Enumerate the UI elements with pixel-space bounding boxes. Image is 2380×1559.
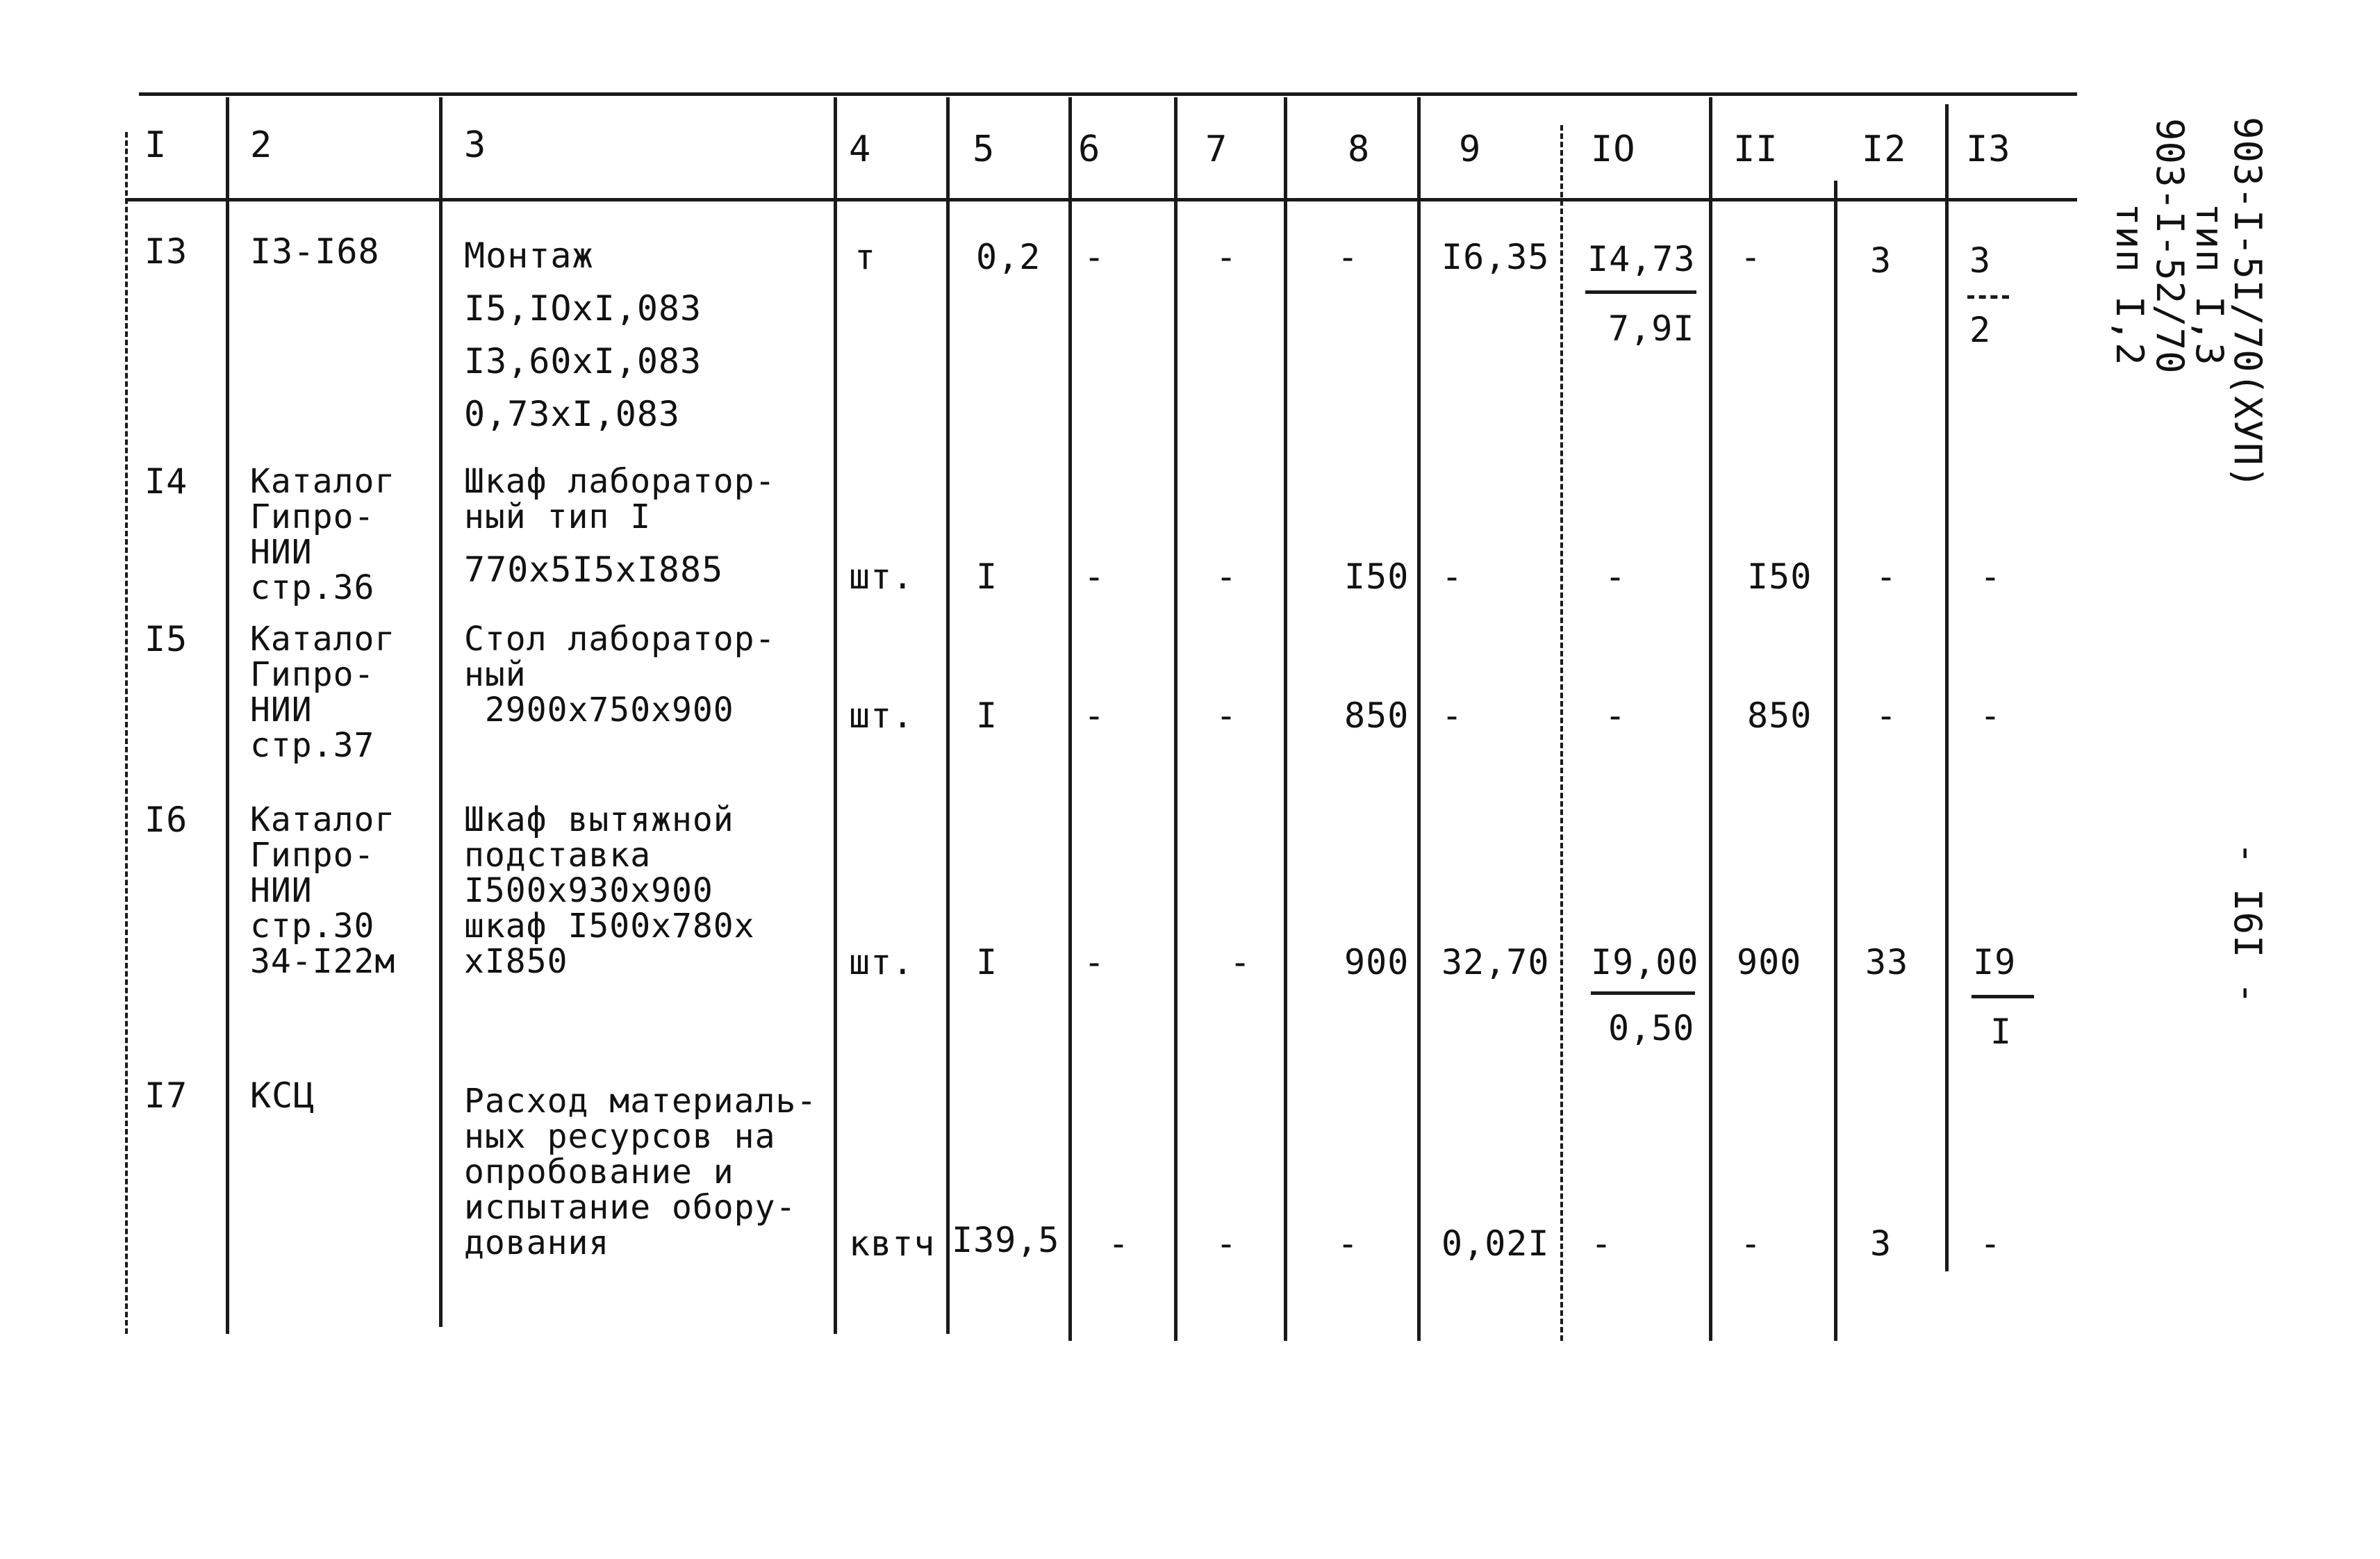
header-col-4: 4: [849, 129, 872, 170]
col-sep-3-4: [834, 97, 837, 1334]
col-sep-2-3: [439, 97, 443, 1327]
row-16-unit: шт.: [849, 942, 914, 982]
header-col-11: II: [1733, 129, 1778, 170]
row-13-c13-bottom: 2: [1969, 310, 1992, 350]
row-13-c10-bottom: 7,9I: [1608, 308, 1695, 349]
header-col-9: 9: [1459, 129, 1482, 170]
row-14-qty: I: [976, 556, 998, 597]
row-16-c9: 32,70: [1441, 942, 1550, 982]
row-17-qty: I39,5: [952, 1220, 1060, 1260]
page-number: - I6I -: [2226, 842, 2270, 1005]
header-bottom-rule: [125, 198, 2077, 201]
col-sep-11-12: [1834, 181, 1837, 1341]
row-16-c13-top: I9: [1973, 942, 2017, 982]
side-doc-code-2: 903-I-52/70: [2148, 118, 2192, 374]
row-13-c7: -: [1216, 237, 1238, 277]
row-13-c10-top: I4,73: [1587, 239, 1696, 279]
row-16-c7: -: [1230, 942, 1252, 982]
row-13-c10-fraction-bar: [1585, 290, 1696, 294]
row-15-num: I5: [144, 619, 188, 659]
row-13-c13-fraction-bar: [1967, 295, 2009, 299]
row-16-c6: -: [1084, 942, 1106, 982]
row-14-c9: -: [1441, 556, 1464, 597]
row-14-num: I4: [144, 461, 188, 502]
header-col-12: I2: [1862, 129, 1907, 170]
side-type-b: тип I,2: [2108, 203, 2151, 366]
row-17-c12: 3: [1870, 1223, 1892, 1264]
row-17-code: КСЦ: [250, 1075, 315, 1116]
row-15-c6: -: [1084, 695, 1106, 736]
row-14-code: Каталог Гипро- НИИ стр.36: [250, 462, 396, 607]
row-16-c12: 33: [1865, 942, 1909, 982]
row-13-desc: Монтаж I5,IOxI,083 I3,60xI,083 0,73xI,083: [464, 236, 702, 434]
row-13-qty: 0,2: [976, 237, 1041, 277]
row-13-c12: 3: [1870, 240, 1892, 281]
header-col-1: I: [144, 124, 167, 166]
row-16-c10-bottom: 0,50: [1608, 1008, 1695, 1048]
header-col-8: 8: [1348, 129, 1371, 170]
row-14-desc-size: 770x5I5xI885: [464, 550, 724, 590]
row-15-c10: -: [1605, 695, 1627, 736]
row-15-c13: -: [1980, 695, 2002, 736]
row-15-c8: 850: [1344, 695, 1410, 736]
row-17-num: I7: [144, 1075, 188, 1116]
header-col-7: 7: [1205, 129, 1228, 170]
row-16-num: I6: [144, 800, 188, 840]
col-sep-7-8: [1284, 97, 1287, 1341]
row-13-c11: -: [1740, 237, 1762, 277]
row-17-c10: -: [1591, 1223, 1613, 1264]
col-sep-10-11: [1709, 97, 1712, 1341]
row-16-qty: I: [976, 942, 998, 982]
row-17-c8: -: [1337, 1223, 1360, 1264]
col-sep-9-10: [1560, 125, 1563, 1341]
row-14-c10: -: [1605, 556, 1627, 597]
row-14-c11: I50: [1747, 556, 1812, 597]
row-14-c7: -: [1216, 556, 1238, 597]
row-13-c8: -: [1337, 237, 1360, 277]
row-13-c9: I6,35: [1441, 237, 1550, 277]
row-17-desc: Расход материаль- ных ресурсов на опробование и испытание обору- дования: [464, 1082, 818, 1262]
header-col-5: 5: [973, 129, 995, 170]
col-sep-8-9: [1417, 97, 1421, 1341]
row-15-desc: Стол лаборатор- ный 2900x750x900: [464, 620, 776, 729]
header-col-3: 3: [464, 124, 487, 166]
row-13-c13-top: 3: [1969, 240, 1992, 281]
row-14-desc: Шкаф лаборатор- ный тип I: [464, 462, 776, 536]
header-col-2: 2: [250, 124, 273, 166]
row-13-num: I3: [144, 231, 188, 272]
header-col-13: I3: [1966, 129, 2011, 170]
row-14-c12: -: [1876, 556, 1898, 597]
col-sep-5-6: [1068, 97, 1072, 1341]
row-17-c11: -: [1740, 1223, 1762, 1264]
side-doc-code: 903-I-5I/70(XУП): [2226, 117, 2270, 490]
row-16-desc: Шкаф вытяжной подставка I500x930x900 шкаф I500x780x xI850: [464, 800, 755, 981]
row-17-c7: -: [1216, 1223, 1238, 1264]
col-sep-1-2: [226, 97, 229, 1334]
row-17-unit: квтч: [849, 1223, 936, 1264]
row-17-c6: -: [1108, 1223, 1130, 1264]
row-17-c9: 0,02I: [1441, 1223, 1550, 1264]
header-col-10: IO: [1591, 129, 1636, 170]
row-15-c11: 850: [1747, 695, 1812, 736]
row-14-c6: -: [1084, 556, 1106, 597]
row-14-c8: I50: [1344, 556, 1410, 597]
table-top-rule: [139, 92, 2077, 96]
row-17-c13: -: [1980, 1223, 2002, 1264]
row-16-c10-fraction-bar: [1591, 991, 1695, 995]
row-16-c13-fraction-bar: [1972, 995, 2034, 998]
row-16-c13-bottom: I: [1990, 1012, 2013, 1052]
col-sep-6-7: [1174, 97, 1177, 1341]
row-13-code: I3-I68: [250, 231, 380, 272]
side-type-a: тип I,3: [2188, 203, 2231, 366]
row-15-unit: шт.: [849, 695, 914, 736]
row-16-c10-top: I9,00: [1591, 942, 1699, 982]
row-16-code: Каталог Гипро- НИИ стр.30 34-I22м: [250, 800, 396, 981]
row-15-c12: -: [1876, 695, 1898, 736]
col-sep-12-13: [1945, 104, 1949, 1271]
row-15-c7: -: [1216, 695, 1238, 736]
row-15-qty: I: [976, 695, 998, 736]
row-13-unit: т: [854, 237, 877, 277]
table-left-border: [125, 132, 128, 1334]
row-13-c6: -: [1084, 237, 1106, 277]
header-col-6: 6: [1078, 129, 1101, 170]
row-15-code: Каталог Гипро- НИИ стр.37: [250, 620, 396, 765]
row-15-c9: -: [1441, 695, 1464, 736]
row-16-c11: 900: [1737, 942, 1802, 982]
col-sep-4-5: [946, 97, 950, 1334]
row-14-unit: шт.: [849, 556, 914, 597]
row-14-c13: -: [1980, 556, 2002, 597]
row-16-c8: 900: [1344, 942, 1410, 982]
